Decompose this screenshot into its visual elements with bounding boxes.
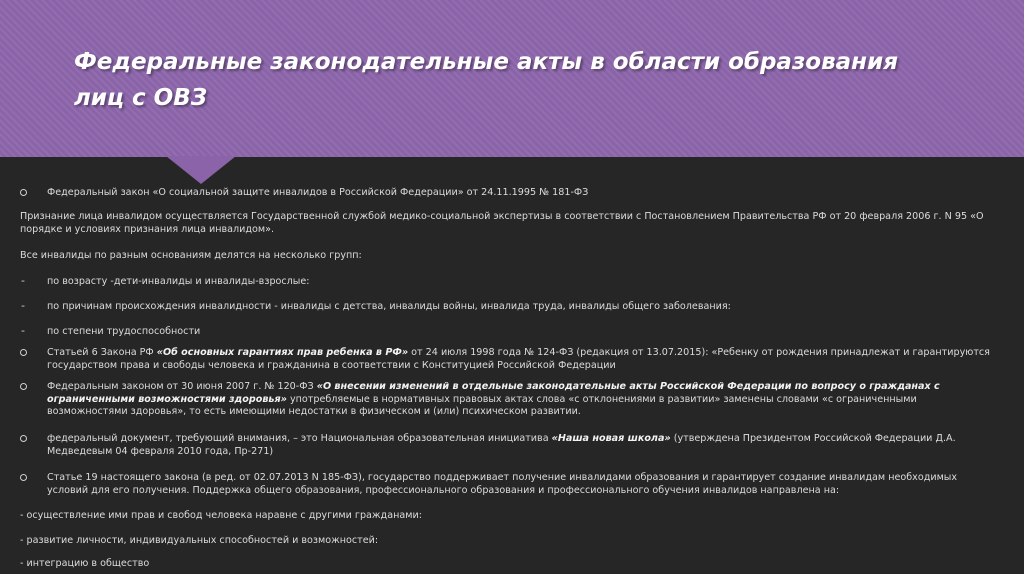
law-120-paragraph xyxy=(47,381,997,419)
article-6-law-title: «Об основных гарантиях прав ребенка в РФ» xyxy=(156,347,409,358)
recognition-paragraph: Признание лица инвалидом осуществляется Государственной службой медико-социальной экспертизы в соответствии с Постановлением Правительства РФ от 20 февраля 2006 г. N 95 «О порядке и условиях признания лица инвалидом». xyxy=(20,211,984,235)
groups-intro: Все инвалиды по разным основаниям делятся на несколько групп: xyxy=(20,250,362,261)
law-120-lead: Федеральным законом от 30 июня 2007 г. № 120-ФЗ xyxy=(47,381,317,392)
support-item: - осуществление ими прав и свобод человека наравне с другими гражданами: xyxy=(20,510,422,521)
initiative-text: (утверждена Президентом Российской Федерации Д.А. Медведевым 04 февраля 2010 года, Пр-271) xyxy=(47,433,956,457)
law-120-title: «О внесении изменений в отдельные законодательные акты Российской Федерации по вопросу о гражданах с ограниченными возможностями здоровья» xyxy=(47,381,940,405)
list-item: по степени трудоспособности xyxy=(47,326,201,337)
list-item: по причинам происхождения инвалидности - инвалиды с детства, инвалиды войны, инвалида труда, инвалиды общего заболевания: xyxy=(47,301,731,312)
law-181-paragraph: Федеральный закон «О социальной защите инвалидов в Российской Федерации» от 24.11.1995 № 181-ФЗ xyxy=(47,187,589,198)
bullet-icon xyxy=(20,433,27,445)
initiative-paragraph xyxy=(47,433,997,458)
article-6-lead: Статьей 6 Закона РФ xyxy=(47,347,157,358)
article-6-text: от 24 июля 1998 года № 124-ФЗ (редакция от 13.07.2015): «Ребенку от рождения принадлежат и гарантируются государством права и свободы человека и гражданина в соответствии с Конституцией Российской Федерации xyxy=(47,347,990,371)
support-item: - развитие личности, индивидуальных способностей и возможностей: xyxy=(20,535,379,546)
initiative-lead: федеральный документ, требующий внимания, – это Национальная образовательная инициатива xyxy=(47,433,552,444)
dash-marker: - xyxy=(21,274,25,287)
bullet-icon xyxy=(20,187,27,199)
support-item: - интеграцию в общество xyxy=(20,558,150,569)
article-6-paragraph xyxy=(47,347,997,372)
title-line-2: лиц с ОВЗ xyxy=(74,85,208,111)
bullet-icon xyxy=(20,381,27,393)
article-19-paragraph: Статье 19 настоящего закона (в ред. от 02.07.2013 N 185-ФЗ), государство поддерживает получение инвалидами образования и гарантирует создание инвалидам необходимых условий для его получения. Поддержка общего образования, профессионального образования и профессионального обучения инвалидов направлена на: xyxy=(47,472,958,496)
title-line-1: Федеральные законодательные акты в области образования xyxy=(74,49,898,75)
bullet-icon xyxy=(20,472,27,484)
list-item: по возрасту -дети-инвалиды и инвалиды-взрослые: xyxy=(47,276,310,287)
law-120-text: употребляемые в нормативных правовых актах слова «с отклонениями в развитии» заменены словами «с ограниченными возможностями здоровья», то есть имеющими недостатки в физическом и (или) психическом развитии. xyxy=(47,393,917,417)
bullet-icon xyxy=(20,347,27,359)
initiative-title: «Наша новая школа» xyxy=(551,433,671,444)
dash-marker: - xyxy=(21,299,25,312)
dash-marker: - xyxy=(21,324,25,337)
